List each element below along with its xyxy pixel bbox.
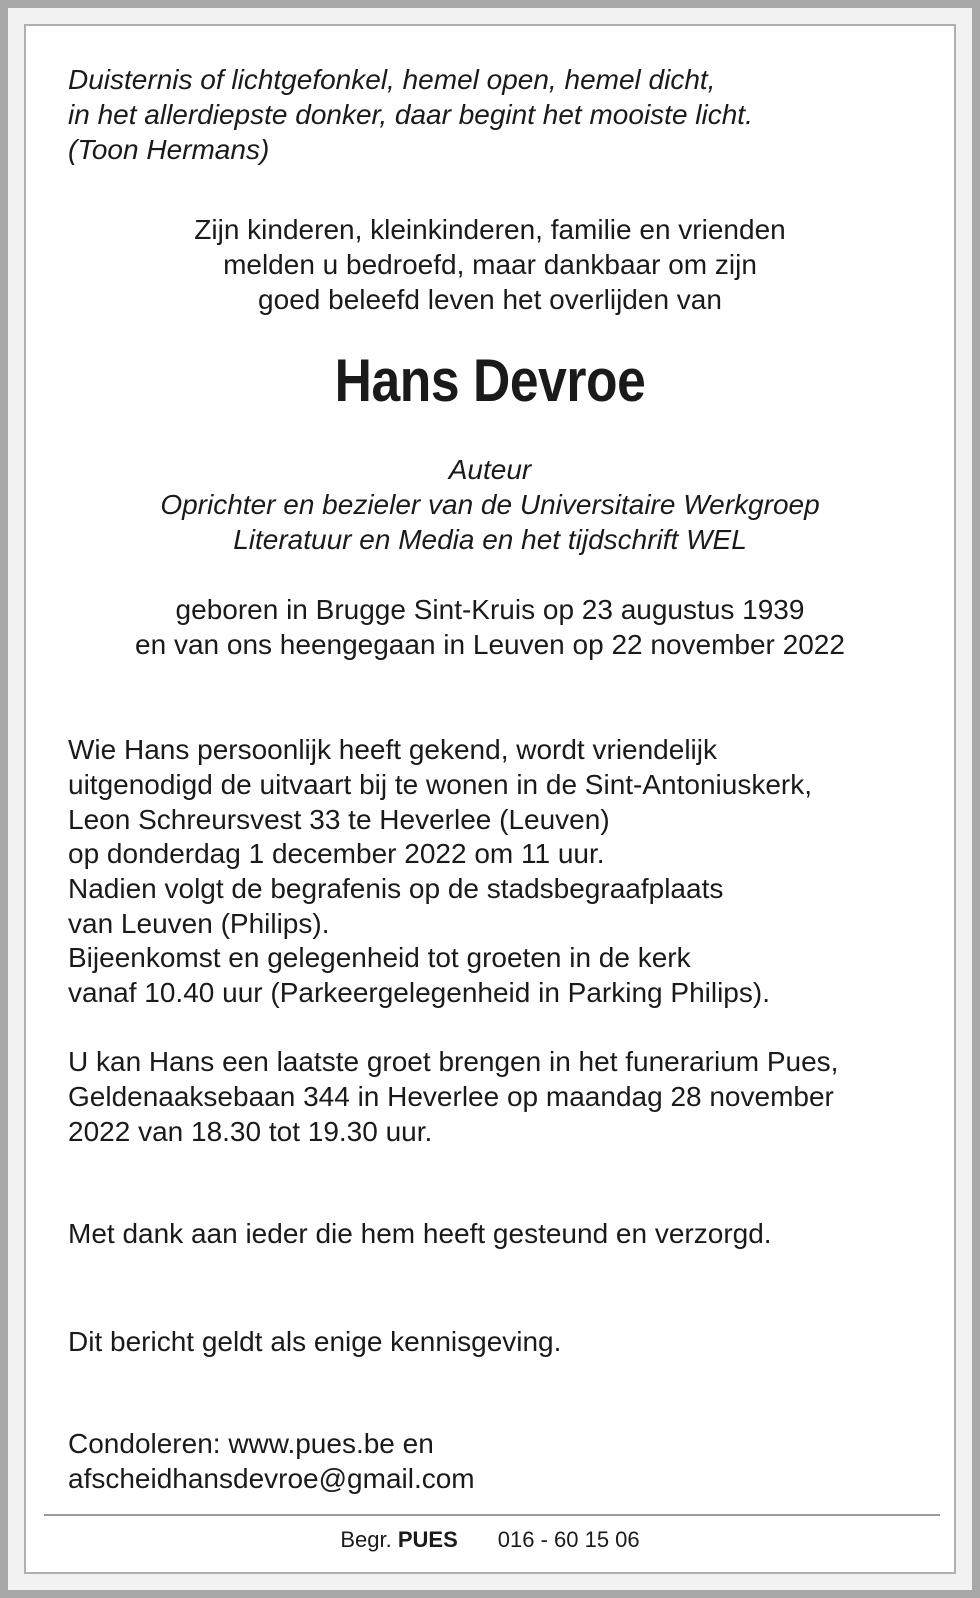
footer-divider xyxy=(44,1514,940,1516)
quote-line-2: in het allerdiepste donker, daar begint het mooiste licht. xyxy=(68,99,753,130)
death-line: en van ons heengegaan in Leuven op 22 november 2022 xyxy=(135,629,845,660)
funeral-home-name: PUES xyxy=(397,1527,458,1552)
funeral-line-4: op donderdag 1 december 2022 om 11 uur. xyxy=(68,838,605,869)
visitation-line-3: 2022 van 18.30 tot 19.30 uur. xyxy=(68,1116,433,1147)
notice-line: Dit bericht geldt als enige kennisgeving. xyxy=(68,1326,562,1357)
quote-author: (Toon Hermans) xyxy=(68,134,270,165)
birth-line: geboren in Brugge Sint-Kruis op 23 augustus 1939 xyxy=(175,594,805,625)
funeral-line-5: Nadien volgt de begrafenis op de stadsbegraafplaats xyxy=(68,873,724,904)
title-line-1: Auteur xyxy=(448,454,532,485)
thanks-line: Met dank aan ieder die hem heeft gesteund en verzorgd. xyxy=(68,1218,772,1249)
quote-line-1: Duisternis of lichtgefonkel, hemel open, hemel dicht, xyxy=(68,64,716,95)
condolences-line-2: afscheidhansdevroe@gmail.com xyxy=(68,1463,475,1494)
funeral-line-1: Wie Hans persoonlijk heeft gekend, wordt vriendelijk xyxy=(68,734,717,765)
funeral-line-2: uitgenodigd de uitvaart bij te wonen in de Sint-Antoniuskerk, xyxy=(68,769,813,800)
footer xyxy=(26,1526,954,1554)
funeral-line-6: van Leuven (Philips). xyxy=(68,908,330,939)
condolences-line-1: Condoleren: www.pues.be en xyxy=(68,1428,434,1459)
deceased-name: Hans Devroe xyxy=(334,347,646,414)
announcement-line-2: melden u bedroefd, maar dankbaar om zijn xyxy=(223,249,757,280)
visitation-line-2: Geldenaaksebaan 344 in Heverlee op maandag 28 november xyxy=(68,1081,834,1112)
obituary-card xyxy=(24,24,956,1574)
title-line-3: Literatuur en Media en het tijdschrift WEL xyxy=(233,524,747,555)
outer-frame xyxy=(8,8,972,1590)
announcement-line-3: goed beleefd leven het overlijden van xyxy=(258,284,722,315)
title-line-2: Oprichter en bezieler van de Universitaire Werkgroep xyxy=(160,489,820,520)
funeral-line-7: Bijeenkomst en gelegenheid tot groeten in de kerk xyxy=(68,942,691,973)
funeral-line-8: vanaf 10.40 uur (Parkeergelegenheid in Parking Philips). xyxy=(68,977,770,1008)
funeral-home-phone: 016 - 60 15 06 xyxy=(497,1527,640,1552)
announcement-line-1: Zijn kinderen, kleinkinderen, familie en vrienden xyxy=(194,214,786,245)
footer-prefix: Begr. xyxy=(340,1527,392,1552)
funeral-line-3: Leon Schreursvest 33 te Heverlee (Leuven) xyxy=(68,804,610,835)
visitation-line-1: U kan Hans een laatste groet brengen in het funerarium Pues, xyxy=(68,1046,839,1077)
